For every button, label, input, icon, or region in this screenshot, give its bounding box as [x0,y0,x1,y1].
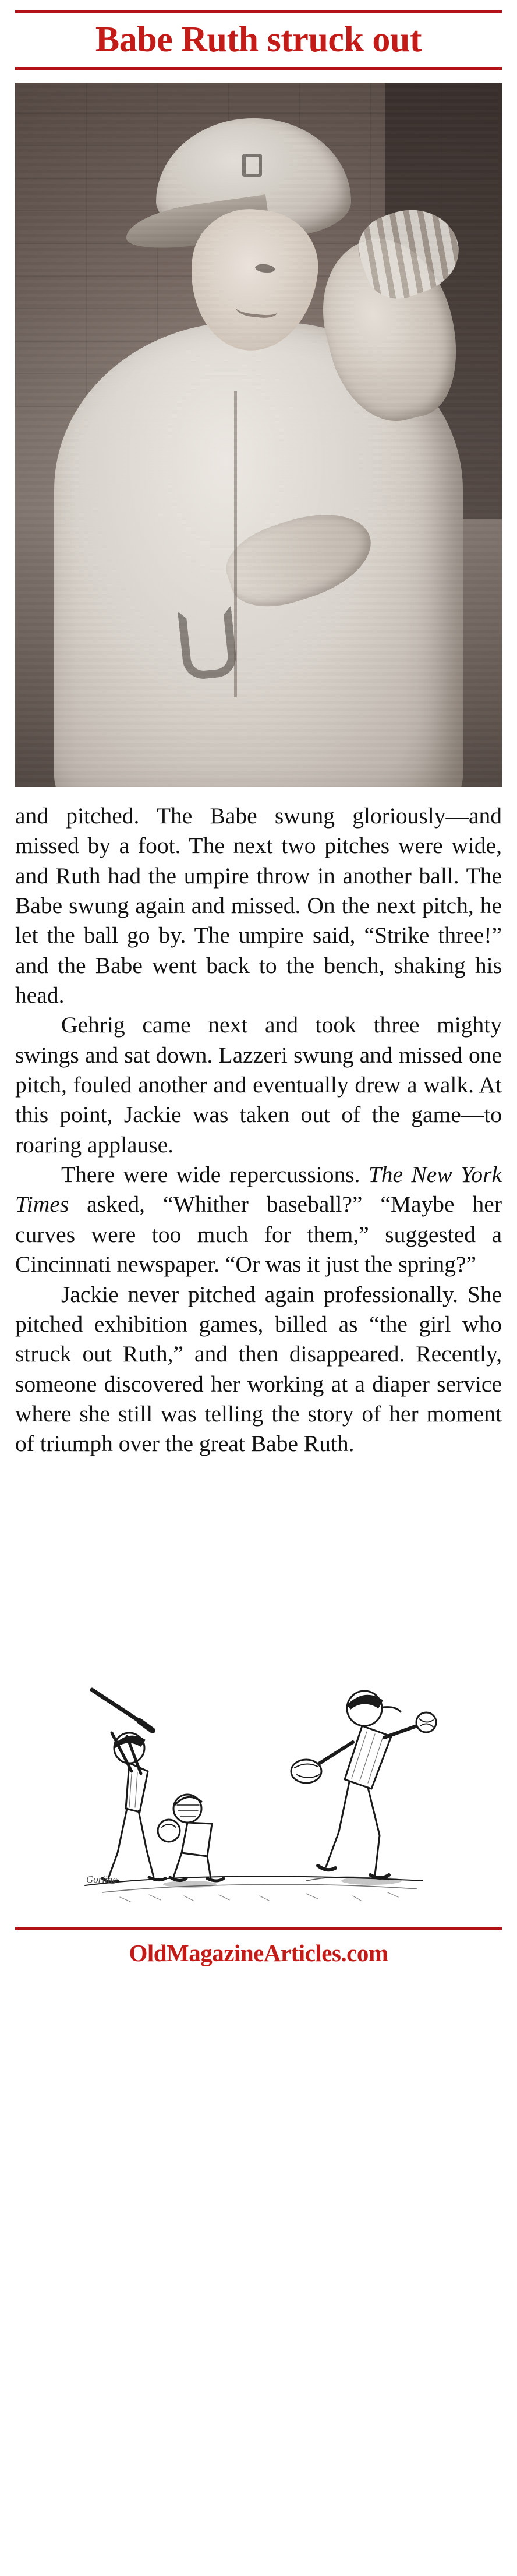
cartoon-signature: Gorline [86,1873,117,1885]
photo-grain-overlay [15,83,502,787]
cartoon-drawing [15,1634,502,1908]
photo-image [15,83,502,787]
page-title: Babe Ruth struck out [95,20,422,59]
article-photo [15,83,502,787]
newspaper-name: The New York Times [15,1162,502,1218]
footer-divider [15,1927,502,1930]
page-footer [0,1927,517,1967]
paragraph-2: Gehrig came next and took three mighty swings and sat down. Lazzeri swung and missed one pitch, fouled another and eventually drew a walk. At this point, Jackie was taken out of the game—to roaring applause. [15,1012,502,1158]
site-name[interactable]: OldMagazineArticles.com [129,1939,388,1966]
article-cartoon [15,1634,502,1908]
paragraph-3: There were wide repercussions. The New York Times asked, “Whither baseball?” “Maybe her curves were too much for them,” suggested a Cincinnati newspaper. “Or was it just the spring?” [15,1162,502,1278]
paragraph-4: Jackie never pitched again professionally. She pitched exhibition games, billed as “the girl who struck out Ruth,” and then disappeared. Recently, someone discovered her working at a diaper service where she still was telling the story of her moment of triumph over the great Babe Ruth. [15,1281,502,1457]
paragraph-1: and pitched. The Babe swung gloriously—and missed by a foot. The next two pitches were wide, and Ruth had the umpire throw in another ball. The Babe swung again and missed. On the next pitch, he let the ball go by. The umpire said, “Strike three!” and the Babe went back to the bench, shaking his head. [15,803,502,1009]
article-page [0,10,517,2576]
headline-banner [15,10,502,70]
article-body [15,801,502,1459]
